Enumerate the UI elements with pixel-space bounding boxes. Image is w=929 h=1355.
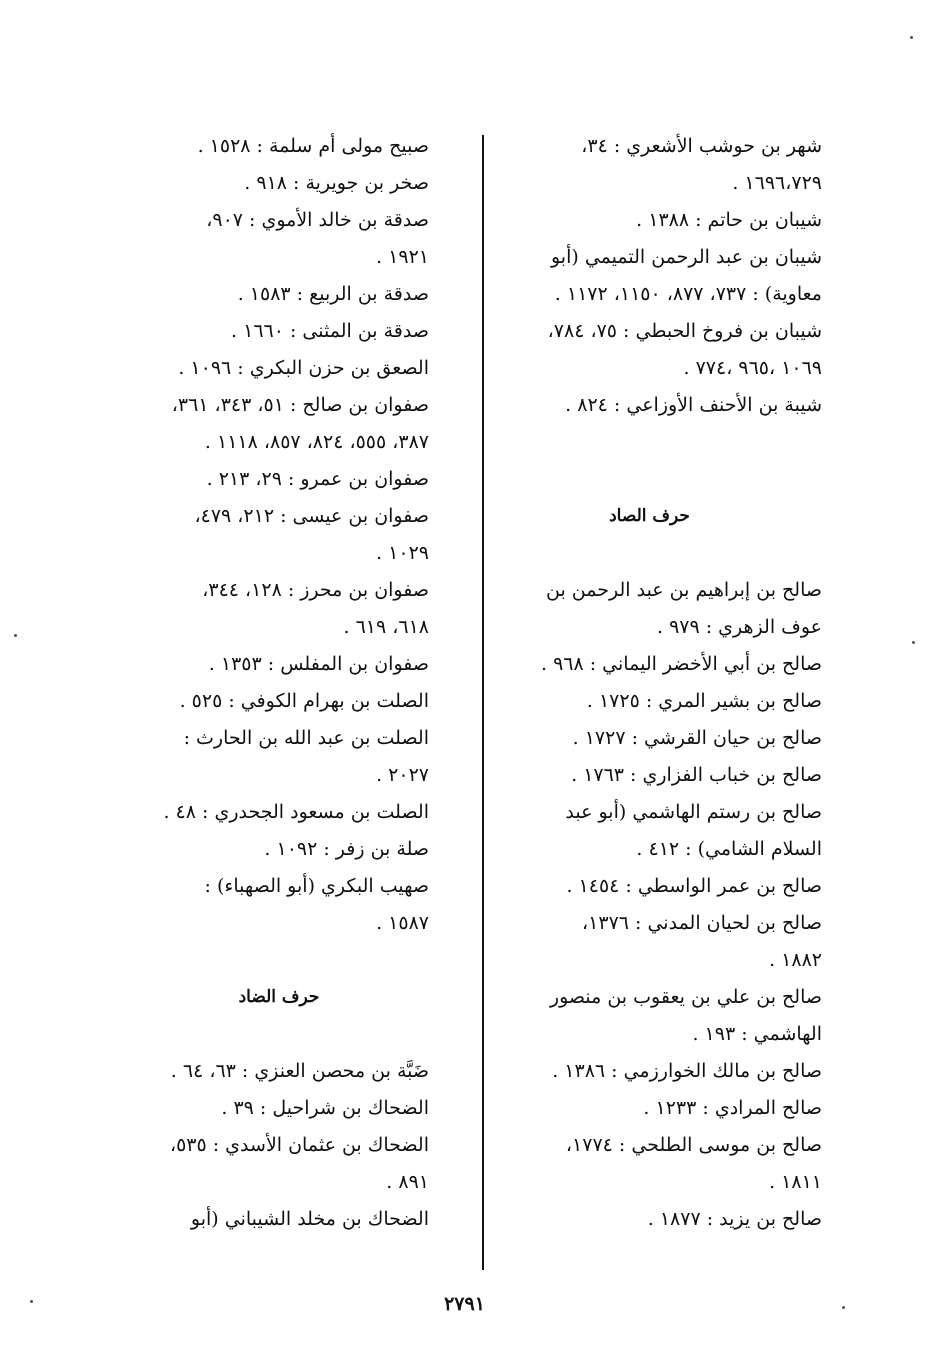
index-entry: صالح بن يزيد : ١٨٧٧ . bbox=[647, 1208, 822, 1230]
scan-speck bbox=[912, 641, 915, 644]
blank-line bbox=[477, 461, 822, 498]
index-entry: الصلت بن عبد الله بن الحارث : bbox=[183, 727, 429, 749]
index-entry-continuation: عوف الزهري : ٩٧٩ . bbox=[656, 616, 822, 638]
index-entry: صلة بن زفر : ١٠٩٢ . bbox=[264, 838, 429, 860]
index-entry: صفوان بن عمرو : ٢٩، ٢١٣ . bbox=[206, 468, 429, 490]
index-column-left bbox=[129, 128, 429, 1238]
index-entry: صدقة بن الربيع : ١٥٨٣ . bbox=[237, 283, 429, 305]
index-entry: شيبان بن حاتم : ١٣٨٨ . bbox=[636, 209, 822, 231]
index-entry: صهيب البكري (أبو الصهباء) : bbox=[204, 875, 429, 897]
index-entry: صالح بن علي بن يعقوب بن منصور bbox=[549, 986, 822, 1008]
index-entry: شهر بن حوشب الأشعري : ٣٤، bbox=[581, 135, 822, 157]
index-entry: صالح بن عمر الواسطي : ١٤٥٤ . bbox=[566, 875, 822, 897]
index-entry: الصلت بن بهرام الكوفي : ٥٢٥ . bbox=[179, 690, 429, 712]
index-entry: الصعق بن حزن البكري : ١٠٩٦ . bbox=[178, 357, 429, 379]
index-entry: صفوان بن صالح : ٥١، ٣٤٣، ٣٦١، bbox=[171, 394, 429, 416]
index-entry: صفوان بن محرز : ١٢٨، ٣٤٤، bbox=[202, 579, 429, 601]
index-entry: صالح بن خباب الفزاري : ١٧٦٣ . bbox=[571, 764, 822, 786]
index-entry: صالح بن بشير المري : ١٧٢٥ . bbox=[586, 690, 822, 712]
index-entry: صالح بن أبي الأخضر اليماني : ٩٦٨ . bbox=[540, 653, 822, 675]
index-entry: الضحاك بن مخلد الشيباني (أبو bbox=[190, 1208, 429, 1230]
index-entry: صالح بن موسى الطلحي : ١٧٧٤، bbox=[565, 1134, 822, 1156]
index-entry-continuation: ١٠٢٩ . bbox=[376, 542, 429, 564]
index-entry: صدقة بن المثنى : ١٦٦٠ . bbox=[231, 320, 429, 342]
index-entry-continuation: ١٨٨٢ . bbox=[769, 949, 822, 971]
index-entry-continuation: ١٠٦٩ ،٩٦٥ ،٧٧٤ . bbox=[683, 357, 822, 379]
blank-line bbox=[477, 535, 822, 572]
index-entry-continuation: الهاشمي : ١٩٣ . bbox=[692, 1023, 822, 1045]
index-entry: شيبان بن فروخ الحبطي : ٧٥، ٧٨٤، bbox=[547, 320, 822, 342]
blank-line bbox=[129, 1016, 429, 1053]
index-entry: الصلت بن مسعود الجحدري : ٤٨ . bbox=[163, 801, 429, 823]
scan-speck bbox=[14, 634, 17, 637]
index-entry-continuation: ١٩٢١ . bbox=[376, 246, 429, 268]
index-entry-continuation: ١٥٨٧ . bbox=[376, 912, 429, 934]
index-entry: صفوان بن المفلس : ١٣٥٣ . bbox=[208, 653, 429, 675]
index-entry: صبيح مولى أم سلمة : ١٥٢٨ . bbox=[197, 135, 429, 157]
index-entry: شيبان بن عبد الرحمن التميمي (أبو bbox=[550, 246, 822, 268]
section-heading: حرف الصاد bbox=[609, 506, 690, 526]
scan-speck bbox=[842, 1306, 845, 1309]
index-entry-continuation: السلام الشامي) : ٤١٢ . bbox=[636, 838, 822, 860]
index-entry: صخر بن جويرية : ٩١٨ . bbox=[244, 172, 429, 194]
scan-speck bbox=[30, 1300, 33, 1303]
index-column-right bbox=[477, 128, 822, 1238]
index-entry: صدقة بن خالد الأموي : ٩٠٧، bbox=[206, 209, 429, 231]
blank-line bbox=[129, 942, 429, 979]
column-divider bbox=[482, 135, 484, 1270]
page-number: ٢٧٩١ bbox=[444, 1293, 485, 1315]
index-entry: صالح بن لحيان المدني : ١٣٧٦، bbox=[582, 912, 822, 934]
index-entry-continuation: ٢٠٢٧ . bbox=[376, 764, 429, 786]
index-entry: الضحاك بن شراحيل : ٣٩ . bbox=[221, 1097, 429, 1119]
index-entry: صالح بن مالك الخوارزمي : ١٣٨٦ . bbox=[552, 1060, 822, 1082]
index-entry: صالح بن إبراهيم بن عبد الرحمن بن bbox=[546, 579, 822, 601]
index-entry: الضحاك بن عثمان الأسدي : ٥٣٥، bbox=[169, 1134, 429, 1156]
index-entry: صالح بن حيان القرشي : ١٧٢٧ . bbox=[572, 727, 822, 749]
index-entry-continuation: ١٨١١ . bbox=[769, 1171, 822, 1193]
index-entry: صالح المرادي : ١٢٣٣ . bbox=[643, 1097, 822, 1119]
index-entry: شيبة بن الأحنف الأوزاعي : ٨٢٤ . bbox=[565, 394, 822, 416]
index-entry: صفوان بن عيسى : ٢١٢، ٤٧٩، bbox=[194, 505, 429, 527]
index-entry-continuation: ٣٨٧، ٥٥٥، ٨٢٤، ٨٥٧، ١١١٨ . bbox=[204, 431, 429, 453]
index-entry-continuation: ١٦٩٦،٧٢٩ . bbox=[732, 172, 822, 194]
section-heading: حرف الضاد bbox=[238, 987, 320, 1007]
index-entry-continuation: ٦١٨، ٦١٩ . bbox=[343, 616, 429, 638]
blank-line bbox=[477, 424, 822, 461]
index-entry: صالح بن رستم الهاشمي (أبو عبد bbox=[565, 801, 822, 823]
scan-speck bbox=[910, 36, 913, 39]
index-entry-continuation: معاوية) : ٧٣٧، ٨٧٧، ١١٥٠، ١١٧٢ . bbox=[554, 283, 822, 305]
index-entry: ضَبَّة بن محصن العنزي : ٦٣، ٦٤ . bbox=[170, 1060, 429, 1082]
index-entry-continuation: ٨٩١ . bbox=[386, 1171, 429, 1193]
